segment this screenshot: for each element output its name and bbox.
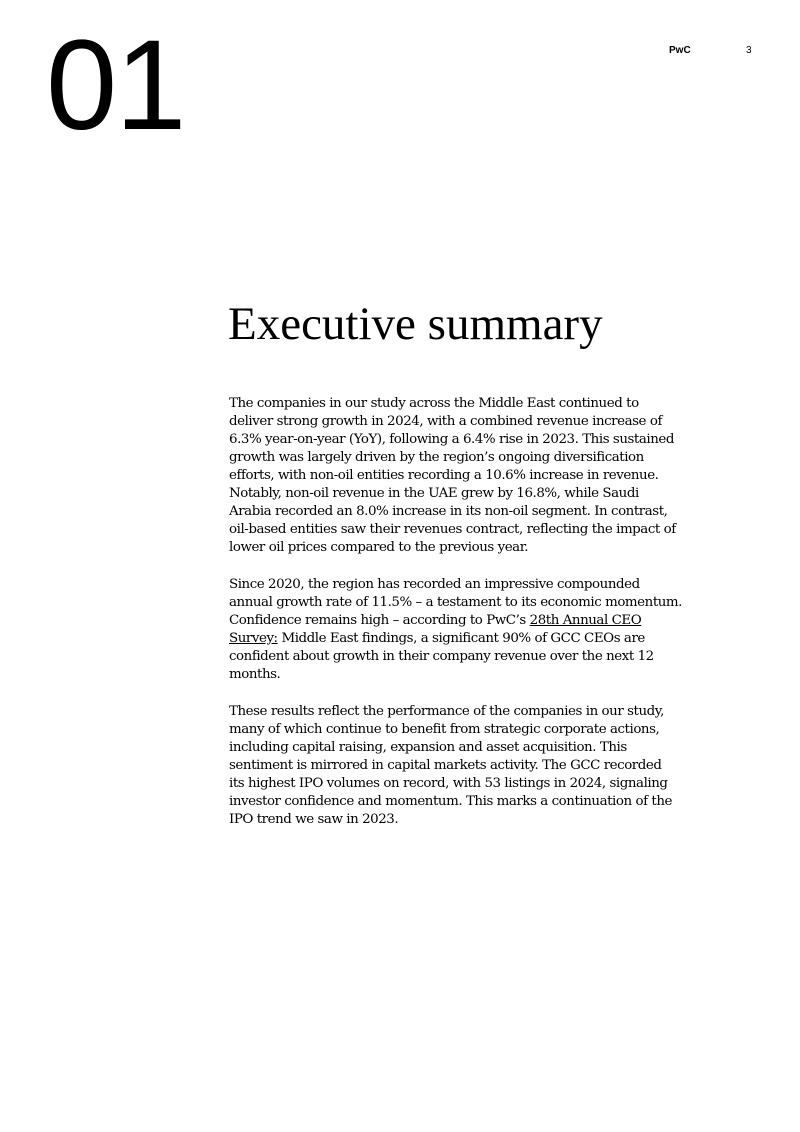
text-line: investor confidence and momentum. This marks a continuation of the <box>229 794 672 809</box>
ceo-survey-link-continued[interactable]: Survey: <box>229 631 278 646</box>
text-line: Notably, non-oil revenue in the UAE grew by 16.8%, while Saudi <box>229 486 639 501</box>
text-line: oil-based entities saw their revenues contract, reflecting the impact of <box>229 522 676 537</box>
text-line: confident about growth in their company revenue over the next 12 <box>229 649 654 664</box>
page-number: 3 <box>746 45 752 56</box>
page-title: Executive summary <box>228 298 603 350</box>
paragraph-2 <box>229 576 697 684</box>
text-line <box>229 630 697 648</box>
brand-label: PwC <box>669 45 691 56</box>
text-line: efforts, with non-oil entities recording a 10.6% increase in revenue. <box>229 468 659 483</box>
ceo-survey-link[interactable]: 28th Annual CEO <box>529 613 642 628</box>
text-line: 6.3% year-on-year (YoY), following a 6.4% rise in 2023. This sustained <box>229 432 675 447</box>
text-line: sentiment is mirrored in capital markets activity. The GCC recorded <box>229 758 662 773</box>
text-line: including capital raising, expansion and asset acquisition. This <box>229 740 627 755</box>
text-line: These results reflect the performance of the companies in our study, <box>229 704 664 719</box>
text-line: IPO trend we saw in 2023. <box>229 812 399 827</box>
section-number: 01 <box>46 14 185 157</box>
body-text <box>229 395 697 848</box>
text-line: The companies in our study across the Middle East continued to <box>229 396 639 411</box>
text-segment: Confidence remains high – according to PwC’s <box>229 613 526 628</box>
paragraph-3 <box>229 703 697 829</box>
text-segment: Middle East findings, a significant 90% of GCC CEOs are <box>281 631 645 646</box>
paragraph-1 <box>229 395 697 557</box>
text-line: annual growth rate of 11.5% – a testament to its economic momentum. <box>229 595 682 610</box>
text-line: its highest IPO volumes on record, with 53 listings in 2024, signaling <box>229 776 668 791</box>
text-line <box>229 612 697 630</box>
text-line: deliver strong growth in 2024, with a combined revenue increase of <box>229 414 662 429</box>
text-line: lower oil prices compared to the previous year. <box>229 540 529 555</box>
text-line: many of which continue to benefit from strategic corporate actions, <box>229 722 660 737</box>
text-line: Arabia recorded an 8.0% increase in its non-oil segment. In contrast, <box>229 504 668 519</box>
text-line: Since 2020, the region has recorded an impressive compounded <box>229 577 640 592</box>
text-line: months. <box>229 667 281 682</box>
text-line: growth was largely driven by the region’s ongoing diversification <box>229 450 644 465</box>
